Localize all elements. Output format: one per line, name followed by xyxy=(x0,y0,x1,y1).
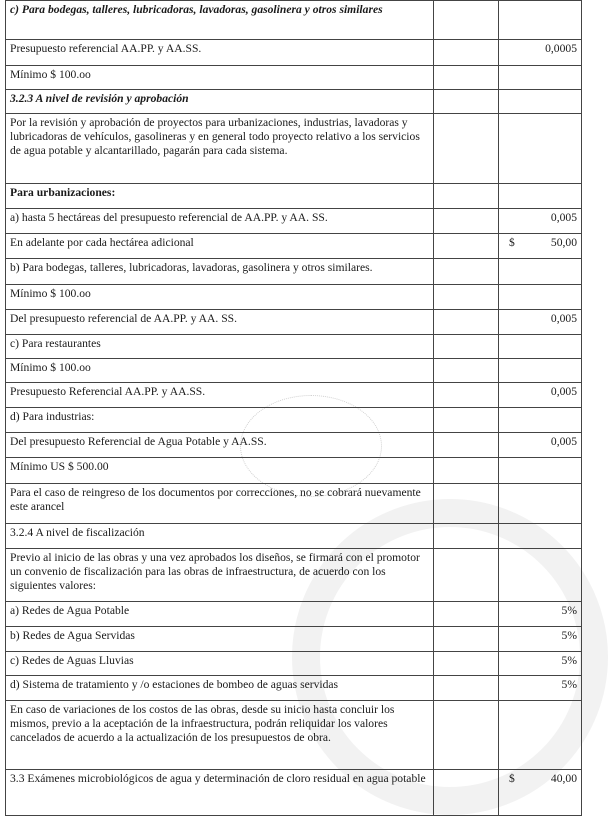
row-value xyxy=(499,458,582,484)
table-row xyxy=(6,602,582,627)
row-empty-cell xyxy=(434,335,499,359)
table-row xyxy=(6,383,582,408)
row-value xyxy=(499,285,582,310)
table-row xyxy=(6,66,582,90)
amount: 50,00 xyxy=(550,236,577,249)
row-empty-cell xyxy=(434,433,499,458)
row-description: a) hasta 5 hectáreas del presupuesto referencial de AA.PP. y AA. SS. xyxy=(6,209,434,234)
table-row xyxy=(6,184,582,209)
table-row xyxy=(6,209,582,234)
table-row xyxy=(6,408,582,433)
row-value: 0,005 xyxy=(499,310,582,335)
table-row xyxy=(6,549,582,602)
row-empty-cell xyxy=(434,484,499,524)
row-value xyxy=(499,359,582,383)
table-row xyxy=(6,310,582,335)
row-empty-cell xyxy=(434,310,499,335)
row-value: 5% xyxy=(499,652,582,676)
row-value xyxy=(499,234,582,259)
currency-symbol: $ xyxy=(509,236,515,249)
row-empty-cell xyxy=(434,408,499,433)
row-value: 5% xyxy=(499,602,582,627)
row-description: 3.2.3 A nivel de revisión y aprobación xyxy=(6,90,434,114)
row-empty-cell xyxy=(434,524,499,549)
row-description: Por la revisión y aprobación de proyectos para urbanizaciones, industrias, lavadoras y lubricadoras de vehículos, gasolineras y en general todo proyecto relativo a los servicios de agua potable y alcantarillado, pagarán para cada sistema. xyxy=(6,114,434,184)
row-description: Previo al inicio de las obras y una vez aprobados los diseños, se firmará con el promotor un convenio de fiscalización para las obras de infraestructura, de acuerdo con los siguientes valores: xyxy=(6,549,434,602)
table-row xyxy=(6,114,582,184)
row-value: 0,005 xyxy=(499,383,582,408)
table-row xyxy=(6,701,582,770)
table-row xyxy=(6,770,582,816)
row-empty-cell xyxy=(434,383,499,408)
table-row xyxy=(6,433,582,458)
table-row xyxy=(6,1,582,40)
currency-symbol: $ xyxy=(509,772,515,785)
row-empty-cell xyxy=(434,66,499,90)
table-row xyxy=(6,285,582,310)
row-empty-cell xyxy=(434,652,499,676)
row-empty-cell xyxy=(434,458,499,484)
table-row xyxy=(6,524,582,549)
row-description: Del presupuesto Referencial de Agua Potable y AA.SS. xyxy=(6,433,434,458)
table-row xyxy=(6,259,582,285)
row-value xyxy=(499,701,582,770)
row-value xyxy=(499,259,582,285)
row-empty-cell xyxy=(434,359,499,383)
row-value: 0,0005 xyxy=(499,40,582,66)
table-row xyxy=(6,676,582,701)
row-value xyxy=(499,484,582,524)
row-empty-cell xyxy=(434,184,499,209)
row-value xyxy=(499,524,582,549)
row-description: En caso de variaciones de los costos de las obras, desde su inicio hasta concluir los mismos, previo a la aceptación de la infraestructura, podrán reliquidar los valores cancelados de acuerdo a la actualización de los presupuestos de obra. xyxy=(6,701,434,770)
row-description: c) Redes de Aguas Lluvias xyxy=(6,652,434,676)
amount: 40,00 xyxy=(550,772,577,785)
row-value xyxy=(499,114,582,184)
table-row xyxy=(6,484,582,524)
row-empty-cell xyxy=(434,627,499,652)
row-value: 0,005 xyxy=(499,433,582,458)
row-description: 3.3 Exámenes microbiológicos de agua y determinación de cloro residual en agua potable xyxy=(6,770,434,816)
tariff-table xyxy=(5,0,582,816)
row-description: Para urbanizaciones: xyxy=(6,184,434,209)
row-empty-cell xyxy=(434,770,499,816)
row-empty-cell xyxy=(434,40,499,66)
row-description: Del presupuesto referencial de AA.PP. y AA. SS. xyxy=(6,310,434,335)
table-row xyxy=(6,335,582,359)
row-empty-cell xyxy=(434,114,499,184)
row-empty-cell xyxy=(434,234,499,259)
table-row xyxy=(6,627,582,652)
row-value: 5% xyxy=(499,627,582,652)
row-value xyxy=(499,90,582,114)
tariff-table-body xyxy=(6,1,582,816)
row-description: d) Para industrias: xyxy=(6,408,434,433)
row-description: b) Para bodegas, talleres, lubricadoras, lavadoras, gasolinera y otros similares. xyxy=(6,259,434,285)
table-row xyxy=(6,359,582,383)
row-value xyxy=(499,549,582,602)
row-value: 0,005 xyxy=(499,209,582,234)
table-row xyxy=(6,40,582,66)
row-description: En adelante por cada hectárea adicional xyxy=(6,234,434,259)
table-row xyxy=(6,90,582,114)
row-value xyxy=(499,770,582,816)
row-description: Presupuesto Referencial AA.PP. y AA.SS. xyxy=(6,383,434,408)
row-value xyxy=(499,408,582,433)
row-description: Mínimo US $ 500.00 xyxy=(6,458,434,484)
row-description: Mínimo $ 100.oo xyxy=(6,359,434,383)
row-empty-cell xyxy=(434,676,499,701)
row-value: 5% xyxy=(499,676,582,701)
row-description: Mínimo $ 100.oo xyxy=(6,66,434,90)
table-row xyxy=(6,234,582,259)
row-empty-cell xyxy=(434,549,499,602)
row-description: 3.2.4 A nivel de fiscalización xyxy=(6,524,434,549)
row-value xyxy=(499,66,582,90)
row-value xyxy=(499,1,582,40)
row-empty-cell xyxy=(434,285,499,310)
row-empty-cell xyxy=(434,259,499,285)
row-description: a) Redes de Agua Potable xyxy=(6,602,434,627)
row-description: Para el caso de reingreso de los documentos por correcciones, no se cobrará nuevamente este arancel xyxy=(6,484,434,524)
row-empty-cell xyxy=(434,1,499,40)
row-description: c) Para restaurantes xyxy=(6,335,434,359)
row-description: b) Redes de Agua Servidas xyxy=(6,627,434,652)
table-row xyxy=(6,458,582,484)
row-value xyxy=(499,184,582,209)
row-empty-cell xyxy=(434,701,499,770)
row-value xyxy=(499,335,582,359)
row-description: d) Sistema de tratamiento y /o estaciones de bombeo de aguas servidas xyxy=(6,676,434,701)
row-description: c) Para bodegas, talleres, lubricadoras, lavadoras, gasolinera y otros similares xyxy=(6,1,434,40)
row-description: Mínimo $ 100.oo xyxy=(6,285,434,310)
row-empty-cell xyxy=(434,90,499,114)
row-empty-cell xyxy=(434,209,499,234)
row-empty-cell xyxy=(434,602,499,627)
row-description: Presupuesto referencial AA.PP. y AA.SS. xyxy=(6,40,434,66)
table-row xyxy=(6,652,582,676)
